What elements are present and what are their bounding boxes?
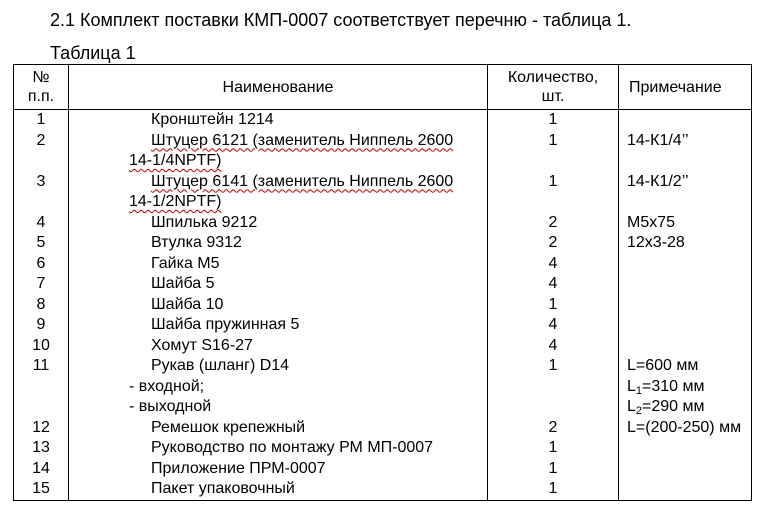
row-qty: 1: [488, 438, 619, 459]
row-note: [619, 274, 752, 295]
table-row: [14, 172, 752, 213]
row-note: [619, 254, 752, 275]
row-num: 11: [14, 356, 69, 377]
row-name: [69, 459, 488, 480]
row-name: [69, 131, 488, 172]
note-symbol: L: [627, 377, 636, 395]
row-note: [619, 336, 752, 357]
note-value: =310 мм: [642, 377, 705, 395]
row-num: 4: [14, 213, 69, 234]
row-note: [619, 110, 752, 131]
row-name: [69, 336, 488, 357]
row-qty: 1: [488, 131, 619, 172]
row-note: [619, 315, 752, 336]
row-name-continuation: 14-1/2NPTF): [129, 193, 222, 210]
row-num: 5: [14, 233, 69, 254]
row-num: 14: [14, 459, 69, 480]
table-row: [14, 479, 752, 500]
row-note: [619, 397, 752, 418]
row-note: [619, 438, 752, 459]
table-row: [14, 438, 752, 459]
row-name-text: Рукав (шланг) D14: [151, 357, 290, 374]
row-num: 3: [14, 172, 69, 213]
header-note: Примечание: [619, 65, 752, 110]
row-num: 12: [14, 418, 69, 439]
section-heading: 2.1 Комплект поставки КМП-0007 соответствует перечню - таблица 1.: [50, 10, 632, 30]
row-name-text: Приложение ПРМ-0007: [151, 459, 326, 477]
row-name-text: Штуцер 6141 (заменитель Ниппель 2600: [151, 172, 454, 190]
row-num: [14, 397, 69, 418]
delivery-set-table: [13, 64, 752, 501]
row-note: [619, 459, 752, 480]
row-note: [619, 295, 752, 316]
table-row: [14, 295, 752, 316]
table-row: [14, 377, 752, 398]
table-row: [14, 315, 752, 336]
table-row: [14, 356, 752, 377]
row-name-continuation: 14-1/4NPTF): [129, 152, 222, 169]
table-row: [14, 254, 752, 275]
row-num: 2: [14, 131, 69, 172]
row-qty: 1: [488, 172, 619, 213]
row-name-text: Втулка 9312: [151, 234, 242, 251]
row-name: [69, 418, 488, 439]
row-name-text: Шайба 10: [151, 295, 224, 313]
row-qty: [488, 377, 619, 398]
table-row: [14, 418, 752, 439]
row-note: 12х3-28: [619, 233, 752, 254]
row-qty: 4: [488, 336, 619, 357]
row-qty: 1: [488, 295, 619, 316]
row-name-text: Шайба пружинная 5: [151, 316, 300, 333]
row-num: 6: [14, 254, 69, 275]
row-qty: 1: [488, 479, 619, 500]
row-name: [69, 233, 488, 254]
row-num: 1: [14, 110, 69, 131]
table-row: [14, 459, 752, 480]
table-row: [14, 213, 752, 234]
row-note: L=(200-250) мм: [619, 418, 752, 439]
header-num: [14, 65, 69, 110]
table-row: [14, 397, 752, 418]
row-name: [69, 315, 488, 336]
header-name: Наименование: [69, 65, 488, 110]
row-name: [69, 438, 488, 459]
row-name-text: Шпилька 9212: [151, 213, 258, 231]
row-note: 14-К1/2’’: [619, 172, 752, 213]
row-num: 15: [14, 479, 69, 500]
table-row: [14, 274, 752, 295]
row-note: [619, 377, 752, 398]
row-name-text: Руководство по монтажу РМ МП-0007: [151, 439, 434, 456]
note-subscript: 1: [635, 384, 643, 397]
row-name-text: Хомут S16-27: [151, 336, 253, 354]
row-qty: 4: [488, 254, 619, 275]
table-row: [14, 131, 752, 172]
note-symbol: L: [627, 398, 636, 415]
row-name-text: Пакет упаковочный: [151, 480, 295, 497]
row-qty: 4: [488, 274, 619, 295]
row-name-text: Шайба 5: [151, 275, 215, 292]
row-note: L=600 мм: [619, 356, 752, 377]
row-num: 9: [14, 315, 69, 336]
header-qty: [488, 65, 619, 110]
row-name: [69, 274, 488, 295]
note-subscript: 2: [635, 405, 643, 417]
row-num: 10: [14, 336, 69, 357]
table-header-row: [14, 65, 752, 110]
row-num: 8: [14, 295, 69, 316]
row-qty: 1: [488, 356, 619, 377]
row-name: [69, 172, 488, 213]
row-num: 13: [14, 438, 69, 459]
row-qty: 1: [488, 110, 619, 131]
row-qty: 2: [488, 418, 619, 439]
table-row: [14, 110, 752, 131]
note-value: =290 мм: [642, 398, 705, 415]
row-num: [14, 377, 69, 398]
header-qty-line1: Количество,: [507, 69, 599, 86]
table-caption: Таблица 1: [50, 43, 136, 63]
header-num-line1: №: [32, 69, 50, 86]
row-name-text: Штуцер 6121 (заменитель Ниппель 2600: [151, 131, 454, 149]
row-qty: 4: [488, 315, 619, 336]
row-name-text: Кронштейн 1214: [151, 111, 274, 128]
row-qty: 1: [488, 459, 619, 480]
row-name: [69, 213, 488, 234]
row-name: [69, 356, 488, 377]
row-name: [69, 110, 488, 131]
row-name: [69, 295, 488, 316]
row-name-text: - выходной: [129, 398, 212, 415]
header-num-line2: п.п.: [27, 88, 55, 105]
row-name-text: Ремешок крепежный: [151, 418, 306, 436]
table-row: [14, 336, 752, 357]
table-row: [14, 233, 752, 254]
row-name: [69, 254, 488, 275]
row-name-text: - входной;: [129, 377, 205, 395]
row-qty: [488, 397, 619, 418]
row-name: [69, 377, 488, 398]
row-note: [619, 479, 752, 500]
row-qty: 2: [488, 233, 619, 254]
row-name: [69, 397, 488, 418]
row-note: 14-К1/4’’: [619, 131, 752, 172]
row-name: [69, 479, 488, 500]
row-name-text: Гайка М5: [151, 254, 220, 272]
row-num: 7: [14, 274, 69, 295]
header-qty-line2: шт.: [541, 88, 565, 105]
row-qty: 2: [488, 213, 619, 234]
row-note: М5х75: [619, 213, 752, 234]
